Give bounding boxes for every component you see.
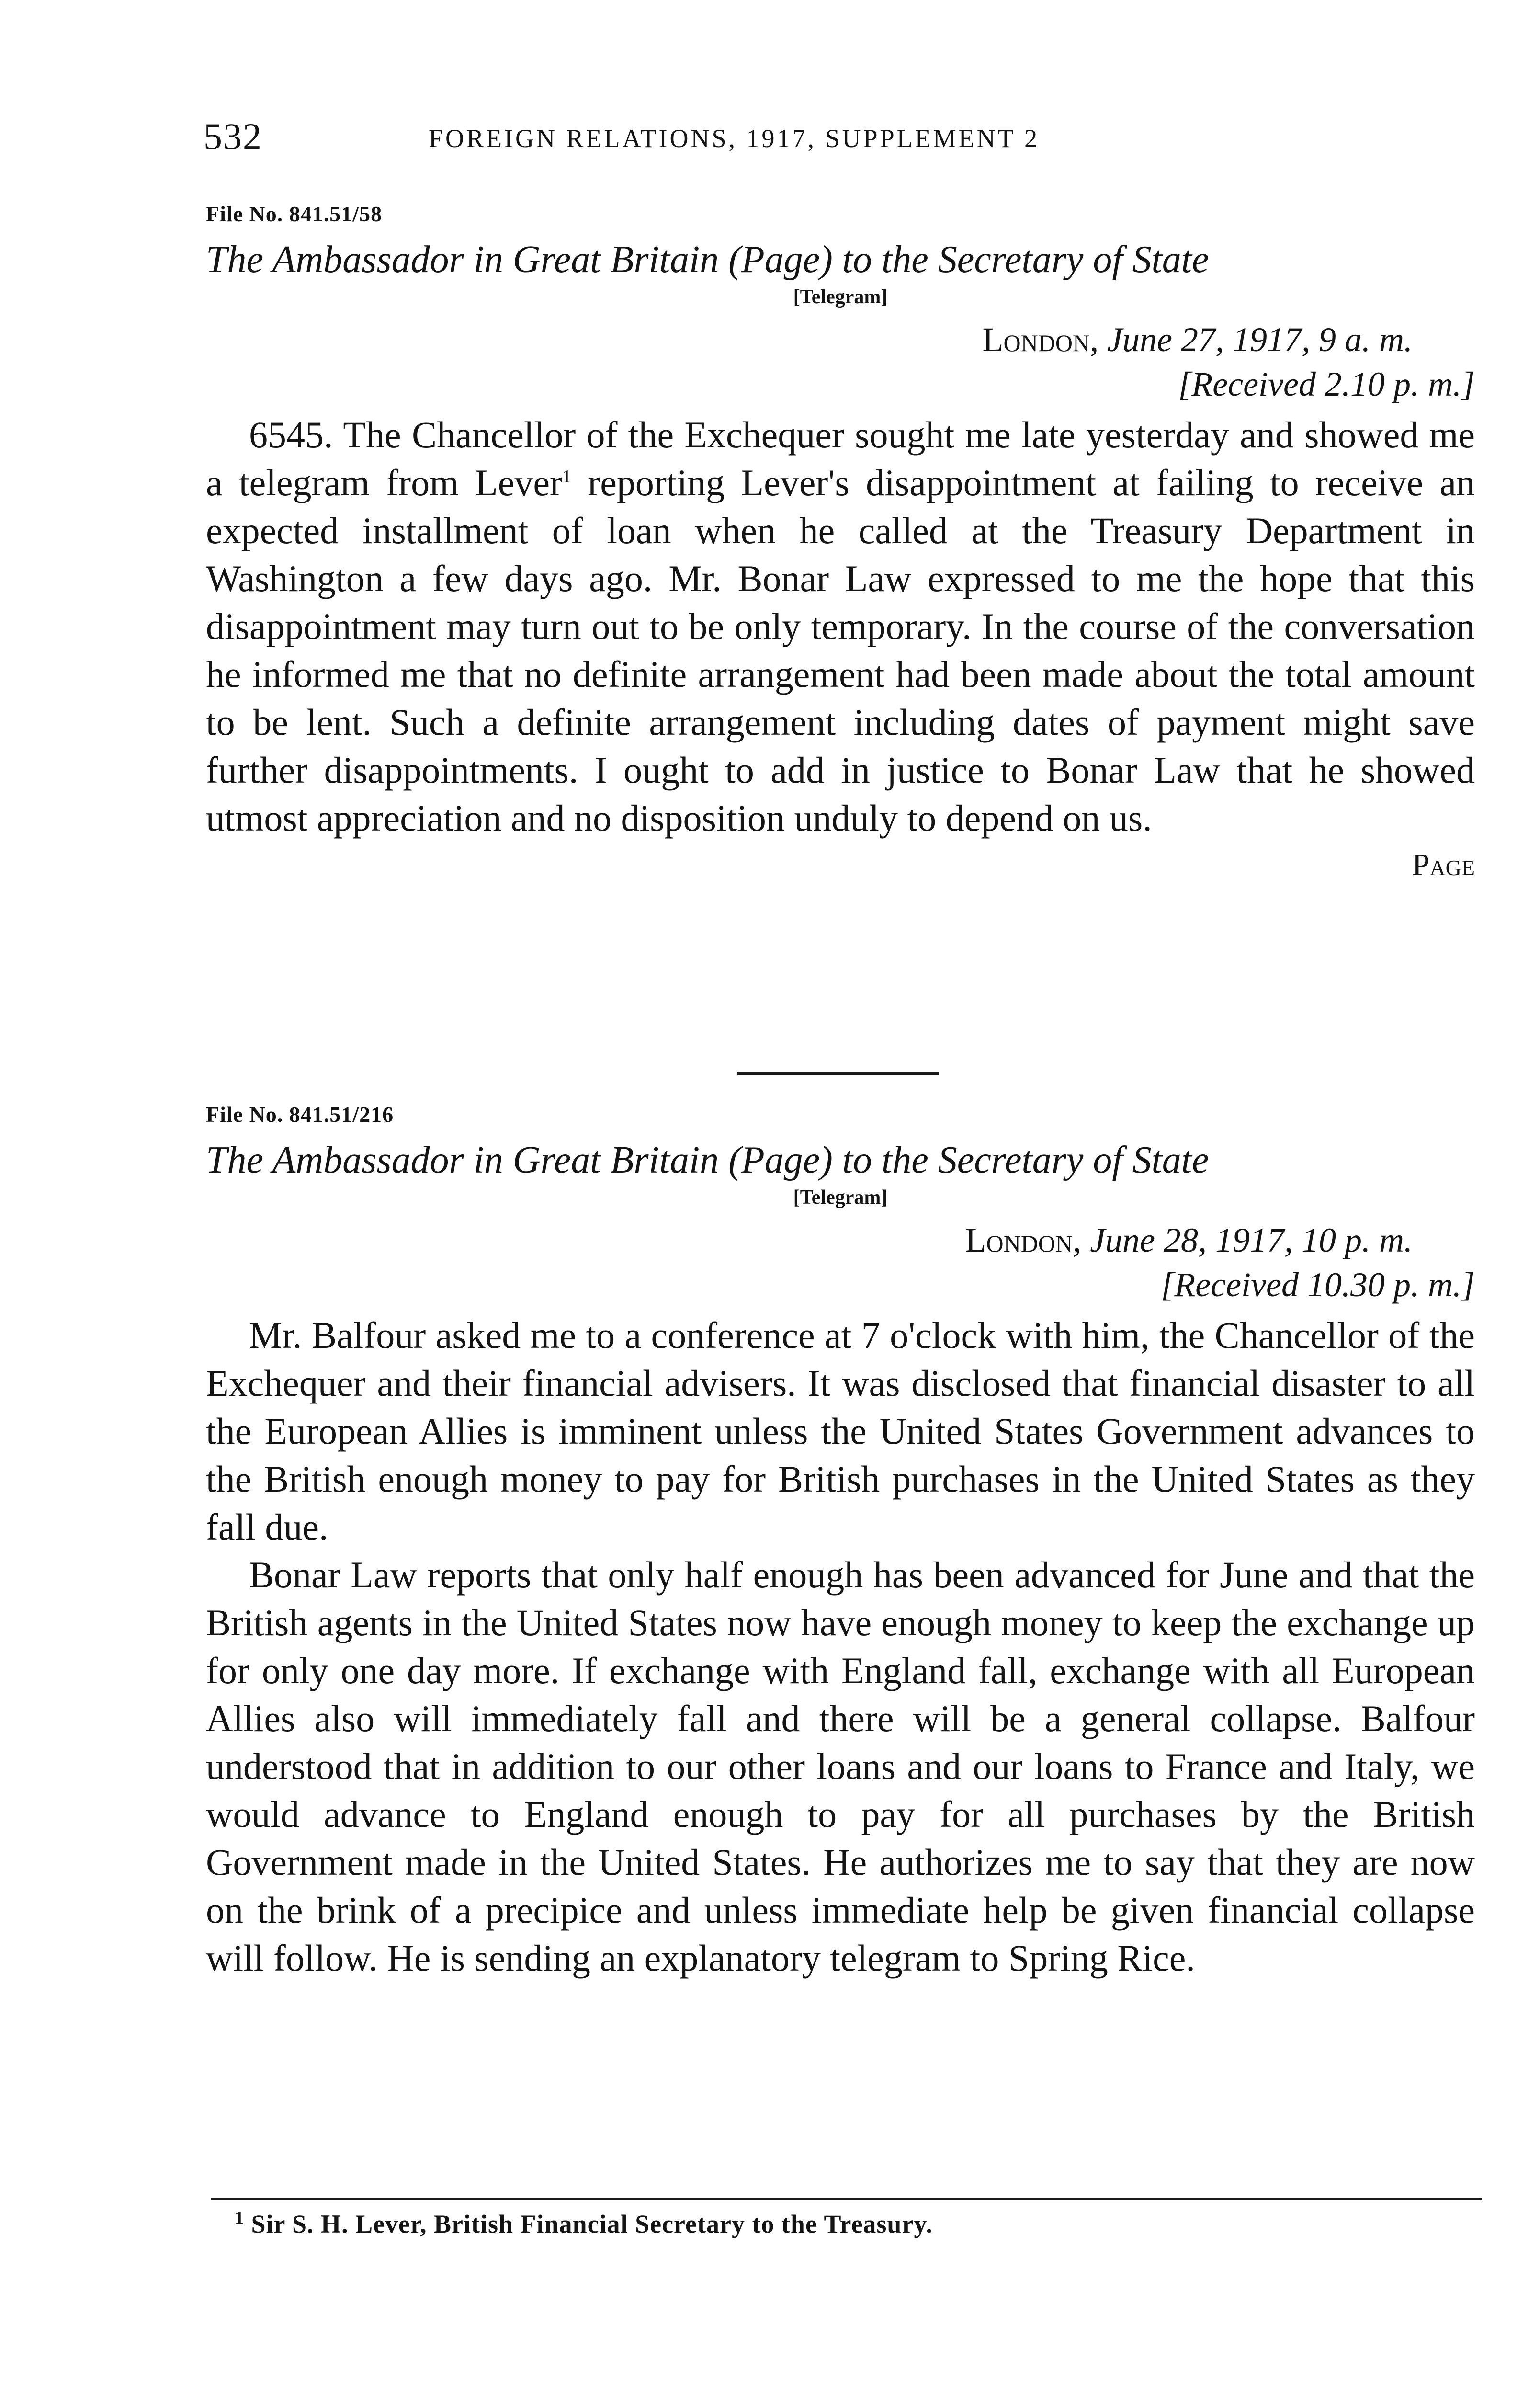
document-title: The Ambassador in Great Britain (Page) to the Secretary of State (206, 239, 1209, 281)
paragraph-text-part-1: 6545. The Chancellor of the Exchequer sought me late yesterday and showed me a telegram from Lever (206, 414, 1475, 503)
document-type: [Telegram] (793, 286, 888, 308)
body-paragraph: Mr. Balfour asked me to a conference at 7 o'clock with him, the Chancellor of the Exchequer and their financial advisers. It was disclosed that financial disaster to all the European Allies is imminent unless the United States Government advances to the British enough money to pay for British purchases in the United States as they fall due. (206, 1314, 1475, 1548)
body-paragraph (206, 411, 1475, 842)
signature: Page (1412, 847, 1475, 882)
file-number: File No. 841.51/58 (206, 202, 383, 226)
document-2 (206, 1102, 1475, 1982)
body-paragraph: Bonar Law reports that only half enough has been advanced for June and that the British agents in the United States now have enough money to keep the exchange up for only one day more. If exchange with England fall, exchange with all European Allies also will immediately fall and there will be a general collapse. Balfour understood that in addition to our other loans and our loans to France and Italy, we would advance to England enough to pay for all purchases by the British Government made in the United States. He authorizes me to say that they are now on the brink of a precipice and unless immediate help be given financial collapse will follow. He is sending an explanatory telegram to Spring Rice. (206, 1554, 1475, 1979)
document-1 (206, 201, 1475, 883)
footnote (235, 2209, 1456, 2239)
document-title: The Ambassador in Great Britain (Page) to the Secretary of State (206, 1139, 1209, 1181)
footnote-text: Sir S. H. Lever, British Financial Secretary to the Treasury. (251, 2210, 933, 2238)
dateline-city: London, (965, 1221, 1082, 1259)
running-title: FOREIGN RELATIONS, 1917, SUPPLEMENT 2 (429, 124, 1040, 153)
dateline (206, 1220, 1475, 1260)
footnote-marker: 1 (562, 467, 571, 487)
running-head (204, 115, 1468, 168)
section-divider (737, 1072, 939, 1075)
footnote-number: 1 (235, 2208, 244, 2228)
paragraph-text-part-2: reporting Lever's disappointment at failing to receive an expected installment of loan when he called at the Treasury Department in Washington a few days ago. Mr. Bonar Law expressed to me the hope that this disappointment may turn out to be only temporary. In the course of the conversation he informed me that no definite arrangement had been made about the total amount to be lent. Such a definite arrangement including dates of payment might save further disappointments. I ought to add in justice to Bonar Law that he showed utmost appreciation and no disposition unduly to depend on us. (206, 462, 1475, 839)
file-number: File No. 841.51/216 (206, 1102, 394, 1127)
dateline-date: June 28, 1917, 10 p. m. (1090, 1221, 1413, 1259)
received-time: [Received 10.30 p. m.] (1161, 1266, 1475, 1304)
footnote-rule (211, 2198, 1482, 2200)
dateline-date: June 27, 1917, 9 a. m. (1107, 320, 1413, 359)
document-type: [Telegram] (793, 1186, 888, 1209)
dateline-city: London, (982, 320, 1099, 359)
received-time: [Received 2.10 p. m.] (1178, 365, 1475, 403)
dateline (206, 320, 1475, 360)
page-number: 532 (204, 115, 262, 157)
